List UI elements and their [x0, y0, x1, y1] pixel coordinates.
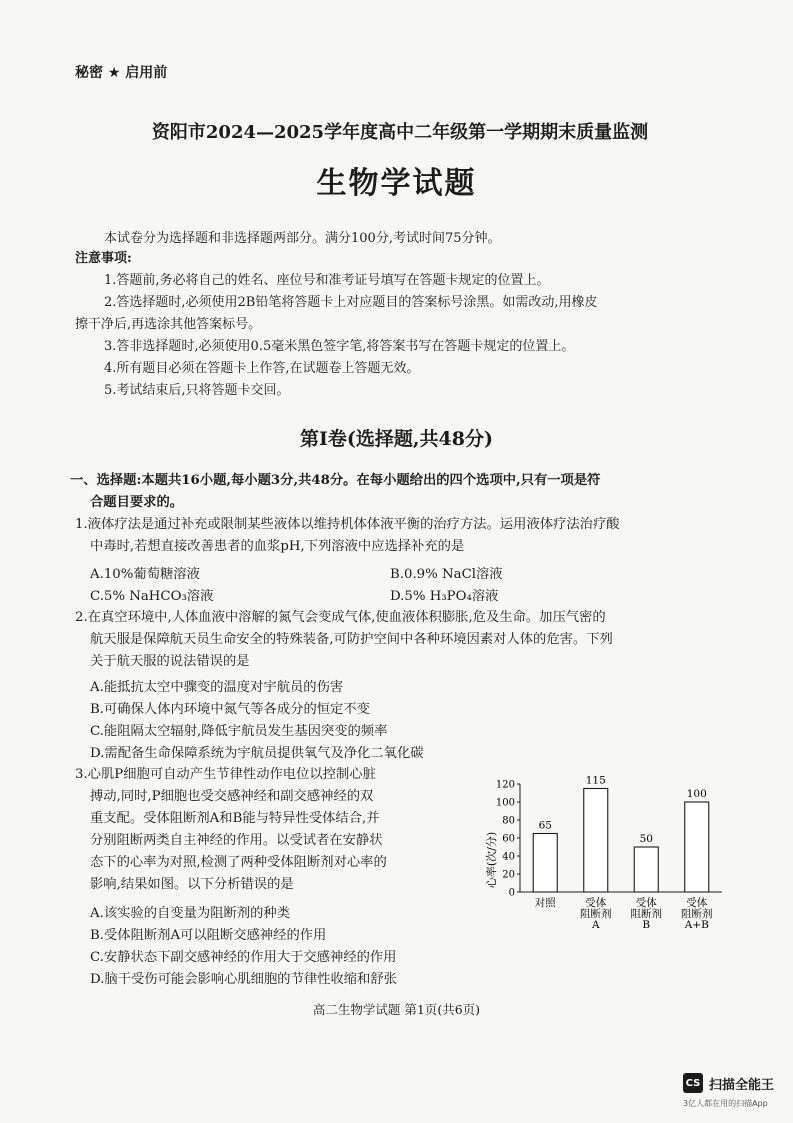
q2-stem: 关于航天服的说法错误的是: [90, 654, 250, 669]
notice-item: 2.答选择题时,必须使用2B铅笔将答题卡上对应题目的答案标号涂黑。如需改动,用橡皮: [104, 295, 598, 310]
y-tick-label: 0: [508, 887, 515, 899]
bar: [634, 847, 658, 892]
q2-stem: 2.在真空环境中,人体血液中溶解的氮气会变成气体,使血液体积膨胀,危及生命。加压气密的: [75, 610, 606, 625]
q3-stem: 搏动,同时,P细胞也受交感神经和副交感神经的双: [90, 789, 374, 804]
page-footer: 高二生物学试题 第1页(共6页): [312, 1002, 481, 1017]
notice-item: 擦干净后,再选涂其他答案标号。: [75, 317, 262, 332]
bar-value-label: 65: [538, 819, 552, 832]
q3-stem: 重支配。受体阻断剂A和B能与特异性受体结合,并: [90, 811, 380, 826]
q3-option-b: B.受体阻断剂A可以阻断交感神经的作用: [90, 928, 327, 943]
y-tick-label: 100: [495, 797, 515, 809]
q3-stem: 分别阻断两类自主神经的作用。以受试者在安静状: [90, 833, 383, 848]
y-tick-label: 120: [495, 779, 515, 791]
part-intro-line: 合题目要求的。: [90, 495, 184, 510]
x-tick-label: 受体: [686, 897, 708, 909]
scanner-watermark: [683, 1073, 774, 1093]
x-tick-label: 对照: [534, 897, 556, 909]
q3-option-c: C.安静状态下副交感神经的作用大于交感神经的作用: [90, 950, 397, 965]
notice-item: 3.答非选择题时,必须使用0.5毫米黑色签字笔,将答案书写在答题卡规定的位置上。: [104, 339, 575, 354]
exam-intro: 本试卷分为选择题和非选择题两部分。满分100分,考试时间75分钟。: [104, 231, 501, 246]
q2-option-b: B.可确保人体内环境中氮气等各成分的恒定不变: [90, 702, 370, 717]
x-tick-label: 阻断剂: [580, 908, 612, 920]
q3-option-d: D.脑干受伤可能会影响心肌细胞的节律性收缩和舒张: [90, 972, 397, 987]
q2-option-c: C.能阻隔太空辐射,降低宇航员发生基因突变的频率: [90, 724, 388, 739]
y-tick-label: 60: [502, 833, 515, 845]
x-tick-label: 阻断剂: [630, 908, 662, 920]
notice-item: 1.答题前,务必将自己的姓名、座位号和准考证号填写在答题卡规定的位置上。: [104, 273, 550, 288]
y-tick-label: 80: [502, 815, 515, 827]
q1-option-d: D.5% H₃PO₄溶液: [390, 589, 499, 604]
y-axis-label: 心率(次/分): [485, 831, 498, 889]
q1-option-c: C.5% NaHCO₃溶液: [90, 589, 214, 604]
scanner-app-name: 扫描全能王: [709, 1077, 775, 1093]
q2-option-a: A.能抵抗太空中骤变的温度对宇航员的伤害: [90, 680, 344, 695]
scanner-tagline: 3亿人都在用的扫描App: [683, 1099, 768, 1108]
bar-value-label: 50: [639, 833, 653, 845]
q1-option-b: B.0.9% NaCl溶液: [390, 567, 503, 582]
q2-option-d: D.需配备生命保障系统为宇航员提供氧气及净化二氧化碳: [90, 746, 424, 761]
notice-heading: 注意事项:: [75, 251, 132, 266]
bar: [533, 834, 557, 893]
section-title: 第Ⅰ卷(选择题,共48分): [300, 428, 493, 450]
q1-stem: 中毒时,若想直接改善患者的血浆pH,下列溶液中应选择补充的是: [90, 539, 465, 554]
x-tick-label: 受体: [585, 897, 607, 909]
part-intro-line: 一、选择题:本题共16小题,每小题3分,共48分。在每小题给出的四个选项中,只有一项是符: [70, 473, 601, 488]
confidential-mark: 秘密 ★ 启用前: [75, 65, 168, 81]
exam-title: 资阳市2024—2025学年度高中二年级第一学期期末质量监测: [151, 122, 649, 143]
x-tick-label: A: [591, 919, 600, 931]
q3-stem: 影响,结果如图。以下分析错误的是: [90, 877, 294, 892]
bar-value-label: 115: [585, 774, 606, 787]
y-tick-label: 40: [502, 851, 515, 863]
subject-title: 生物学试题: [316, 166, 477, 201]
bar: [584, 789, 608, 893]
x-tick-label: 阻断剂: [681, 908, 713, 920]
bar: [685, 802, 709, 892]
q3-stem: 3.心肌P细胞可自动产生节律性动作电位以控制心脏: [75, 767, 376, 782]
q1-stem: 1.液体疗法是通过补充或限制某些液体以维持机体体液平衡的治疗方法。运用液体疗法治疗酸: [75, 517, 620, 532]
x-tick-label: A+B: [684, 919, 709, 931]
q2-stem: 航天服是保障航天员生命安全的特殊装备,可防护空间中各种环境因素对人体的危害。下列: [90, 632, 613, 647]
bar-value-label: 100: [686, 788, 707, 800]
q1-option-a: A.10%葡萄糖溶液: [90, 567, 200, 582]
notice-item: 5.考试结束后,只将答题卡交回。: [104, 383, 290, 398]
y-tick-label: 20: [502, 869, 515, 881]
x-tick-label: B: [642, 919, 651, 931]
q3-stem: 态下的心率为对照,检测了两种受体阻断剂对心率的: [90, 855, 387, 870]
x-tick-label: 受体: [635, 897, 657, 909]
q3-option-a: A.该实验的自变量为阻断剂的种类: [90, 906, 290, 921]
camscanner-logo-icon: CS: [683, 1073, 703, 1093]
notice-item: 4.所有题目必须在答题卡上作答,在试题卷上答题无效。: [104, 361, 420, 376]
heart-rate-bar-chart: [470, 770, 730, 940]
